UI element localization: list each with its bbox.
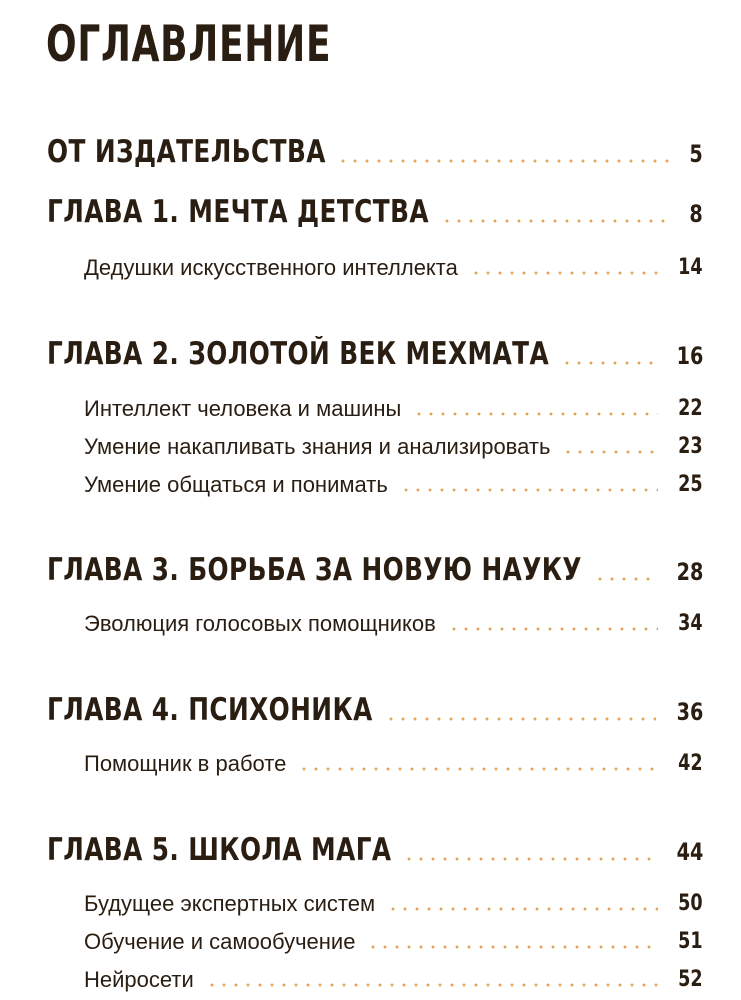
toc-section-row[interactable] xyxy=(0,926,703,956)
leader-dots xyxy=(441,219,673,223)
toc-page-number: 42 xyxy=(678,751,703,776)
toc-section-title: Будущее экспертных систем xyxy=(84,891,376,916)
toc-section-title: Дедушки искусственного интеллекта xyxy=(84,255,458,280)
toc-chapter-row[interactable] xyxy=(0,548,703,588)
toc-chapter-title: ОТ ИЗДАТЕЛЬСТВА xyxy=(47,134,326,170)
leader-dots xyxy=(206,983,659,987)
toc-section-title: Помощник в работе xyxy=(84,751,287,776)
leader-dots xyxy=(367,945,658,949)
toc-page-number: 44 xyxy=(676,838,703,866)
toc-section-row[interactable] xyxy=(0,252,703,282)
toc-page-number: 5 xyxy=(689,140,703,168)
toc-section-title: Обучение и самообучение xyxy=(84,929,356,954)
toc-section-row[interactable] xyxy=(0,608,703,638)
leader-dots xyxy=(561,361,656,365)
toc-page-number: 22 xyxy=(678,396,703,421)
toc-section-row[interactable] xyxy=(0,431,703,461)
toc-section-title: Эволюция голосовых помощников xyxy=(84,611,436,636)
toc-chapter-title: ГЛАВА 3. БОРЬБА ЗА НОВУЮ НАУКУ xyxy=(47,552,582,588)
toc-chapter-title: ГЛАВА 4. ПСИХОНИКА xyxy=(47,692,373,728)
toc-page-number: 36 xyxy=(676,698,703,726)
toc-section-row[interactable] xyxy=(0,393,703,423)
toc-chapter-title: ГЛАВА 5. ШКОЛА МАГА xyxy=(47,832,392,868)
toc-page-number: 34 xyxy=(678,611,703,636)
leader-dots xyxy=(562,450,658,454)
toc-section-row[interactable] xyxy=(0,888,703,918)
leader-dots xyxy=(337,159,672,163)
leader-dots xyxy=(594,577,656,581)
toc-section-title: Нейросети xyxy=(84,967,194,992)
toc-page-number: 52 xyxy=(678,967,703,992)
leader-dots xyxy=(448,627,659,631)
toc-section-title: Умение общаться и понимать xyxy=(84,472,388,497)
toc-section-row[interactable] xyxy=(0,469,703,499)
toc-section-title: Умение накапливать знания и анализировать xyxy=(84,434,551,459)
toc-page-number: 51 xyxy=(678,929,703,954)
toc-chapter-row[interactable] xyxy=(0,828,703,868)
leader-dots xyxy=(387,907,658,911)
toc-page-number: 14 xyxy=(678,255,703,280)
toc-chapter-row[interactable] xyxy=(0,190,703,230)
toc-section-row[interactable] xyxy=(0,748,703,778)
toc-page-number: 16 xyxy=(676,342,703,370)
leader-dots xyxy=(385,717,656,721)
toc-chapter-row[interactable] xyxy=(0,130,703,170)
toc-page-number: 25 xyxy=(678,472,703,497)
toc-page-number: 8 xyxy=(689,200,703,228)
toc-chapter-title: ГЛАВА 2. ЗОЛОТОЙ ВЕК МЕХМАТА xyxy=(47,336,550,372)
toc-section-title: Интеллект человека и машины xyxy=(84,396,402,421)
toc-page-number: 50 xyxy=(678,891,703,916)
leader-dots xyxy=(400,488,659,492)
leader-dots xyxy=(413,412,658,416)
page-title: ОГЛАВЛЕНИЕ xyxy=(46,15,332,73)
leader-dots xyxy=(470,271,659,275)
toc-page-number: 28 xyxy=(676,558,703,586)
toc-chapter-row[interactable] xyxy=(0,332,703,372)
leader-dots xyxy=(298,767,658,771)
toc-page-number: 23 xyxy=(678,434,703,459)
toc-section-row[interactable] xyxy=(0,964,703,994)
toc-chapter-title: ГЛАВА 1. МЕЧТА ДЕТСТВА xyxy=(47,194,429,230)
leader-dots xyxy=(403,857,655,861)
toc-chapter-row[interactable] xyxy=(0,688,703,728)
